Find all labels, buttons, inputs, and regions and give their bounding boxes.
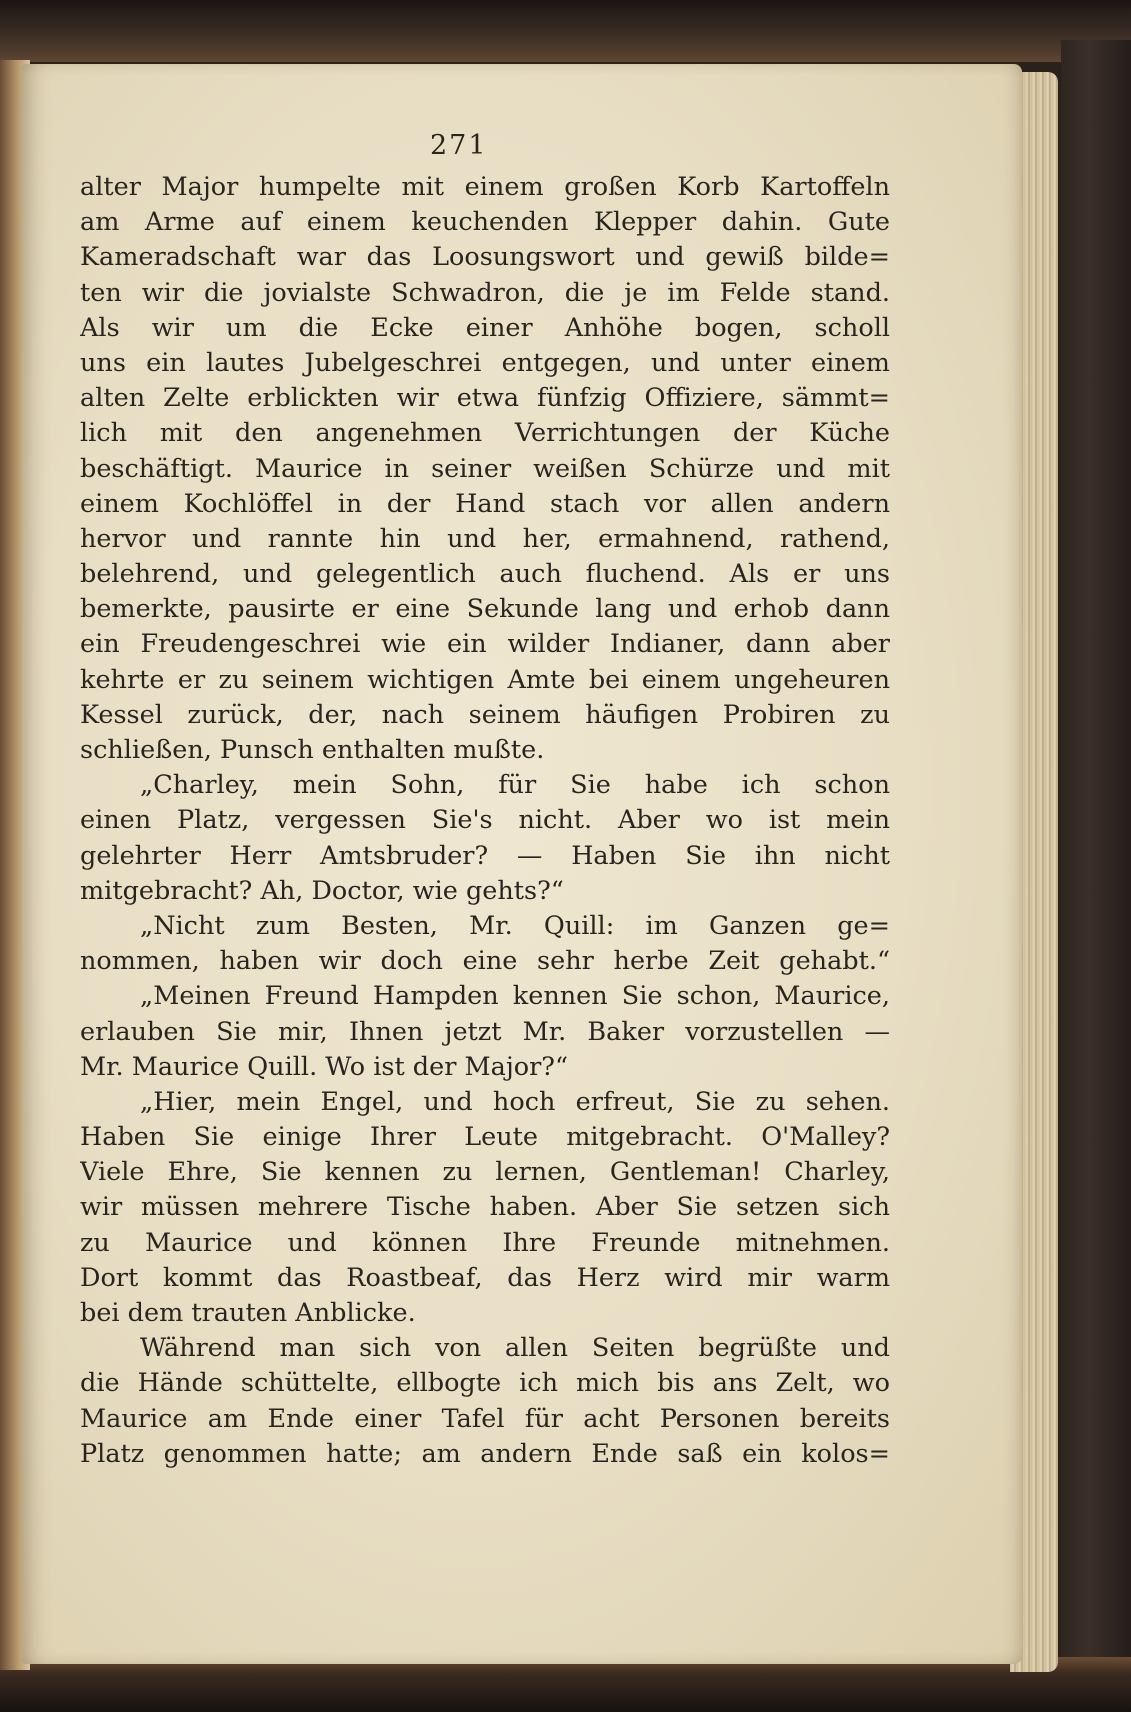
text-line: belehrend, und gelegentlich auch fluchend. Als er uns xyxy=(80,559,890,590)
page-number: 271 xyxy=(430,130,488,161)
text-line: ten wir die jovialste Schwadron, die je im Felde stand. xyxy=(80,277,890,308)
text-line: beschäftigt. Maurice in seiner weißen Schürze und mit xyxy=(80,453,890,484)
text-line: die Hände schüttelte, ellbogte ich mich bis ans Zelt, wo xyxy=(80,1368,890,1399)
text-line: mitgebracht? Ah, Doctor, wie gehts?“ xyxy=(80,875,564,906)
text-line: nommen, haben wir doch eine sehr herbe Zeit gehabt.“ xyxy=(80,946,890,977)
text-line: Kessel zurück, der, nach seinem häufigen Probiren zu xyxy=(80,699,890,730)
text-line: gelehrter Herr Amtsbruder? — Haben Sie ihn nicht xyxy=(80,840,890,871)
text-line: „Nicht zum Besten, Mr. Quill: im Ganzen ge= xyxy=(140,910,890,941)
book-cover-bottom xyxy=(0,1657,1131,1712)
text-line: einem Kochlöffel in der Hand stach vor allen andern xyxy=(80,488,890,519)
text-line: lich mit den angenehmen Verrichtungen der Küche xyxy=(80,418,890,449)
text-line: bei dem trauten Anblicke. xyxy=(80,1298,416,1328)
text-line: uns ein lautes Jubelgeschrei entgegen, und unter einem xyxy=(80,347,890,378)
text-line: Platz genommen hatte; am andern Ende saß ein kolos= xyxy=(80,1438,890,1469)
text-line: alter Major humpelte mit einem großen Korb Kartoffeln xyxy=(80,172,890,202)
text-line: am Arme auf einem keuchenden Klepper dahin. Gute xyxy=(80,207,890,238)
text-line: Während man sich von allen Seiten begrüßte und xyxy=(140,1333,890,1364)
text-line: wir müssen mehrere Tische haben. Aber Sie setzen sich xyxy=(80,1192,890,1223)
text-line: erlauben Sie mir, Ihnen jetzt Mr. Baker vorzustellen — xyxy=(80,1016,890,1047)
text-line: einen Platz, vergessen Sie's nicht. Aber wo ist mein xyxy=(80,805,890,836)
text-line: „Hier, mein Engel, und hoch erfreut, Sie zu sehen. xyxy=(140,1086,890,1117)
text-line: Als wir um die Ecke einer Anhöhe bogen, scholl xyxy=(80,312,890,343)
text-line: Haben Sie einige Ihrer Leute mitgebracht. O'Malley? xyxy=(80,1122,890,1153)
text-line: „Meinen Freund Hampden kennen Sie schon, Maurice, xyxy=(140,981,890,1012)
text-line: bemerkte, pausirte er eine Sekunde lang und erhob dann xyxy=(80,594,890,625)
text-line: alten Zelte erblickten wir etwa fünfzig Offiziere, sämmt= xyxy=(80,383,890,414)
book-binding-top xyxy=(0,0,1131,62)
text-line: zu Maurice und können Ihre Freunde mitnehmen. xyxy=(80,1227,890,1258)
text-line: Maurice am Ende einer Tafel für acht Personen bereits xyxy=(80,1403,890,1434)
text-line: Mr. Maurice Quill. Wo ist der Major?“ xyxy=(80,1051,568,1082)
text-line: schließen, Punsch enthalten mußte. xyxy=(80,735,545,765)
text-line: „Charley, mein Sohn, für Sie habe ich schon xyxy=(140,770,890,801)
text-line: Viele Ehre, Sie kennen zu lernen, Gentleman! Charley, xyxy=(80,1157,890,1188)
text-line: hervor und rannte hin und her, ermahnend, rathend, xyxy=(80,523,890,554)
body-text xyxy=(80,170,890,1472)
text-line: Dort kommt das Roastbeaf, das Herz wird mir warm xyxy=(80,1262,890,1293)
text-line: Kameradschaft war das Loosungswort und gewiß bilde= xyxy=(80,242,890,273)
book-cover-right xyxy=(1061,40,1131,1712)
text-line: ein Freudengeschrei wie ein wilder Indianer, dann aber xyxy=(80,629,890,660)
text-line: kehrte er zu seinem wichtigen Amte bei einem ungeheuren xyxy=(80,664,890,695)
